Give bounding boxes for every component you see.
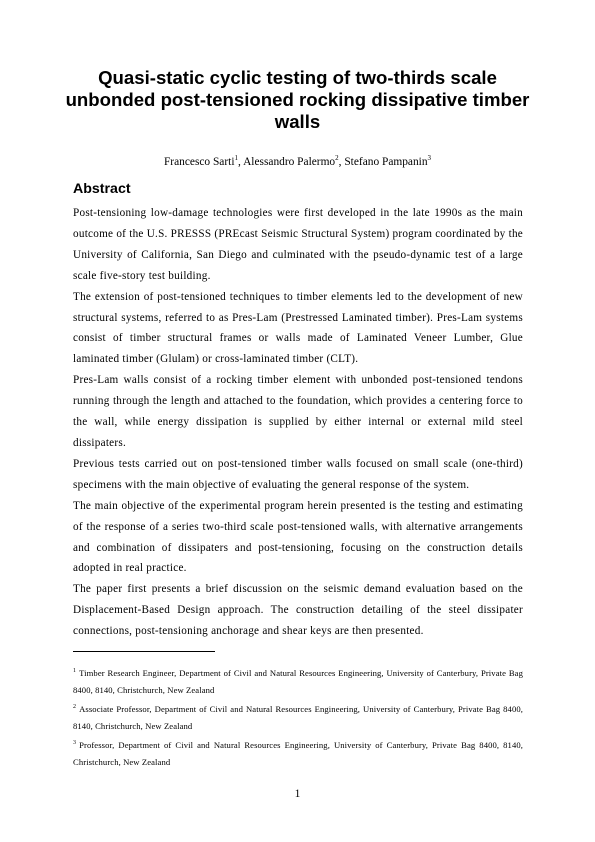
footnote-separator (73, 651, 215, 652)
author-name: Francesco Sarti (163, 155, 235, 168)
footnote-mark: 3 (73, 739, 77, 746)
author-separator: , (238, 155, 244, 168)
affiliation-mark: 3 (427, 154, 432, 162)
abstract-paragraph: Post-tensioning low-damage technologies were first developed in the late 1990s as the main outcome of the U.S. PRESSS (PREcast Seismic Structural System) program coordinated by the University of California, San Diego and culminated with the pseudo-dynamic test of a large scale five-story test building. (73, 207, 523, 282)
abstract-paragraph: Pres-Lam walls consist of a rocking timber element with unbonded post-tensioned tendons running through the length and attached to the foundation, which provides a centering force to the wall, while energy dissipation is supplied by either internal or external mild steel dissipaters. (73, 374, 523, 449)
footnote (73, 663, 523, 699)
footnote-text: Professor, Department of Civil and Natural Resources Engineering, University of Canterbury, Private Bag 8400, 8140, Christchurch, New Zealand (73, 739, 523, 767)
abstract-paragraph: The main objective of the experimental program herein presented is the testing and estimating of the response of a series two-third scale post-tensioned walls, with alternative arrangements and combination of dissipaters and post-tensioning, focusing on the construction details adopted in real practice. (73, 499, 523, 575)
abstract-paragraph: The extension of post-tensioned techniques to timber elements led to the development of new structural systems, referred to as Pres-Lam (Prestressed Laminated timber). Pres-Lam systems consist of timber structural frames or walls made of Laminated Veneer Lumber, Glue laminated timber (Glulam) or cross-laminated timber (CLT). (73, 290, 523, 366)
abstract-body (73, 203, 523, 642)
footnote-text: Associate Professor, Department of Civil and Natural Resources Engineering, University of Canterbury, Private Bag 8400, 8140, Christchurch, New Zealand (73, 703, 523, 731)
footnote (73, 699, 523, 735)
author-list (40, 151, 555, 169)
affiliation-mark: 2 (335, 154, 339, 162)
footnote-mark: 2 (73, 703, 77, 710)
page-number: 1 (294, 788, 301, 800)
abstract-heading: Abstract (73, 181, 131, 197)
paper-title: Quasi-static cyclic testing of two-thirds scale unbonded post-tensioned rocking dissipative timber walls (65, 67, 530, 132)
author-name: Alessandro Palermo (243, 155, 336, 168)
footnote (73, 735, 523, 771)
abstract-paragraph: Previous tests carried out on post-tensioned timber walls focused on small scale (one-third) specimens with the main objective of evaluating the general response of the system. (73, 457, 523, 491)
footnote-text: Timber Research Engineer, Department of Civil and Natural Resources Engineering, University of Canterbury, Private Bag 8400, 8140, Christchurch, New Zealand (73, 667, 523, 695)
footnotes (73, 663, 523, 771)
author-separator: , (338, 155, 345, 168)
footnote-mark: 1 (73, 668, 77, 674)
author-name: Stefano Pampanin (344, 155, 428, 168)
affiliation-mark: 1 (234, 154, 238, 162)
abstract-paragraph: The paper first presents a brief discussion on the seismic demand evaluation based on the Displacement-Based Design approach. The construction detailing of the steel dissipater connections, post-tensioning anchorage and shear keys are then presented. (73, 583, 523, 638)
